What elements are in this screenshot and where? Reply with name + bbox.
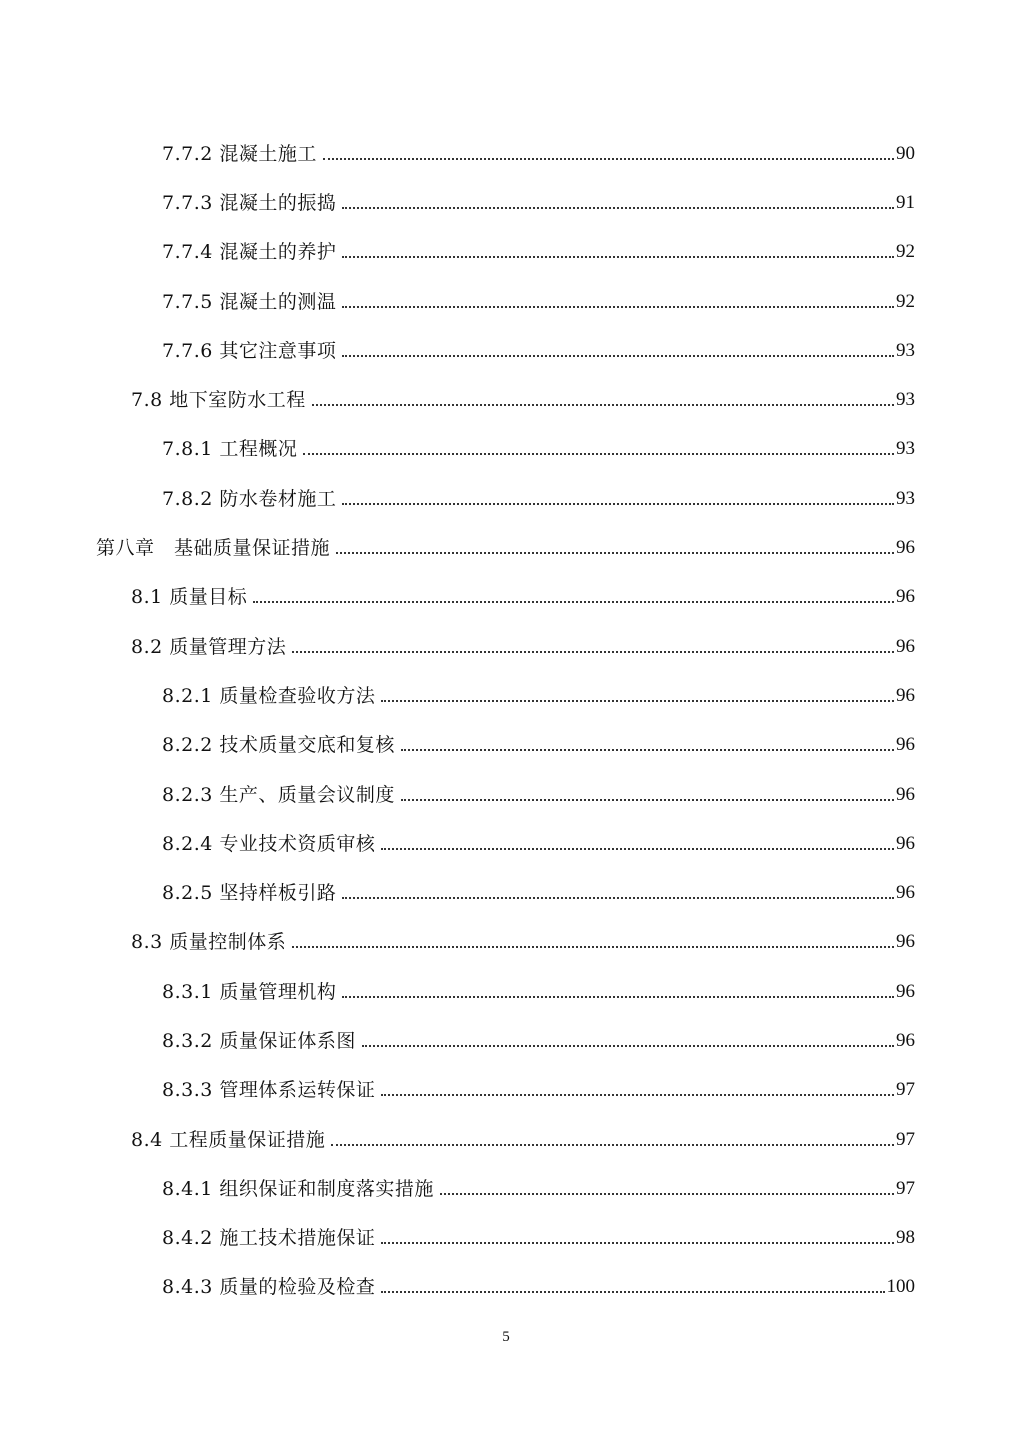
toc-entry-page: 97 [896,1128,915,1150]
toc-entry[interactable] [0,967,1012,1016]
toc-entry-page: 93 [896,438,915,460]
toc-entry-label: 8.1 质量目标 [131,586,248,609]
toc-dot-leader [342,256,894,258]
toc-entry[interactable] [0,671,1012,720]
toc-entry-page: 92 [896,241,915,263]
toc-dot-leader [331,1144,894,1146]
toc-entry[interactable] [0,277,1012,326]
toc-entry-page: 96 [896,882,915,904]
toc-entry-label: 7.8.1 工程概况 [162,438,298,461]
toc-entry-label: 8.2.5 坚持样板引路 [162,882,337,905]
toc-dot-leader [303,453,894,455]
toc-entry-label: 7.8 地下室防水工程 [131,389,306,412]
toc-dot-leader [312,404,894,406]
toc-dot-leader [323,158,894,160]
toc-entry-label: 8.4.2 施工技术措施保证 [162,1227,376,1250]
toc-dot-leader [342,207,894,209]
toc-entry[interactable] [0,178,1012,227]
toc-dot-leader [342,306,894,308]
toc-entry[interactable] [0,819,1012,868]
toc-entry[interactable] [0,425,1012,474]
toc-dot-leader [401,799,894,801]
toc-dot-leader [401,749,894,751]
toc-entry-page: 90 [896,142,915,164]
toc-entry[interactable] [0,1164,1012,1213]
toc-entry-label: 第八章 基础质量保证措施 [96,537,331,560]
toc-entry[interactable] [0,129,1012,178]
toc-dot-leader [381,700,894,702]
toc-entry-label: 7.7.3 混凝土的振捣 [162,191,337,214]
toc-dot-leader [253,601,894,603]
toc-entry-label: 8.2.2 技术质量交底和复核 [162,734,395,757]
toc-dot-leader [362,1045,894,1047]
toc-dot-leader [336,552,894,554]
toc-entry[interactable] [0,770,1012,819]
toc-entry[interactable] [0,868,1012,917]
toc-entry[interactable] [0,1115,1012,1164]
table-of-contents [0,129,1012,1312]
toc-entry-page: 93 [896,339,915,361]
toc-entry-page: 96 [896,832,915,854]
toc-entry[interactable] [0,326,1012,375]
toc-entry-page: 96 [896,783,915,805]
toc-entry-label: 7.7.5 混凝土的测温 [162,290,337,313]
toc-entry[interactable] [0,228,1012,277]
toc-dot-leader [342,355,894,357]
toc-entry[interactable] [0,573,1012,622]
toc-entry[interactable] [0,474,1012,523]
toc-entry-page: 96 [896,931,915,953]
page-number: 5 [502,1329,510,1345]
toc-entry-page: 97 [896,1079,915,1101]
toc-entry-page: 93 [896,487,915,509]
toc-entry-label: 8.2.1 质量检查验收方法 [162,684,376,707]
toc-entry[interactable] [0,622,1012,671]
toc-entry-page: 96 [896,1029,915,1051]
toc-entry[interactable] [0,1066,1012,1115]
toc-entry-page: 91 [896,191,915,213]
toc-dot-leader [342,503,894,505]
toc-entry-page: 96 [896,537,915,559]
toc-entry-page: 100 [886,1276,915,1298]
toc-entry-page: 96 [896,980,915,1002]
toc-entry[interactable] [0,375,1012,424]
toc-entry[interactable] [0,1263,1012,1312]
toc-entry-page: 96 [896,586,915,608]
toc-entry-label: 8.2.3 生产、质量会议制度 [162,783,395,806]
toc-entry-chapter[interactable] [0,523,1012,572]
toc-entry-label: 7.8.2 防水卷材施工 [162,487,337,510]
toc-entry-page: 97 [896,1177,915,1199]
toc-entry[interactable] [0,721,1012,770]
toc-entry-label: 7.7.2 混凝土施工 [162,142,317,165]
toc-dot-leader [440,1193,894,1195]
toc-entry-page: 96 [896,734,915,756]
toc-entry-label: 8.3.1 质量管理机构 [162,980,337,1003]
toc-entry-page: 96 [896,635,915,657]
toc-entry-label: 8.4.3 质量的检验及检查 [162,1276,376,1299]
toc-dot-leader [381,1242,894,1244]
toc-entry-label: 7.7.4 混凝土的养护 [162,241,337,264]
toc-entry-page: 98 [896,1227,915,1249]
toc-dot-leader [342,897,894,899]
toc-entry[interactable] [0,918,1012,967]
toc-dot-leader [381,848,894,850]
toc-entry-label: 7.7.6 其它注意事项 [162,339,337,362]
toc-dot-leader [342,996,894,998]
toc-dot-leader [381,1291,884,1293]
toc-entry-page: 96 [896,684,915,706]
toc-entry-label: 8.3.2 质量保证体系图 [162,1029,356,1052]
toc-entry[interactable] [0,1214,1012,1263]
toc-entry-label: 8.3.3 管理体系运转保证 [162,1079,376,1102]
toc-dot-leader [292,651,894,653]
toc-entry-page: 93 [896,389,915,411]
toc-dot-leader [292,946,894,948]
toc-entry-label: 8.3 质量控制体系 [131,931,287,954]
toc-entry-label: 8.4.1 组织保证和制度落实措施 [162,1177,434,1200]
toc-entry-label: 8.2 质量管理方法 [131,635,287,658]
toc-entry-label: 8.4 工程质量保证措施 [131,1128,326,1151]
toc-entry-page: 92 [896,290,915,312]
toc-entry[interactable] [0,1016,1012,1065]
toc-dot-leader [381,1094,894,1096]
toc-entry-label: 8.2.4 专业技术资质审核 [162,832,376,855]
